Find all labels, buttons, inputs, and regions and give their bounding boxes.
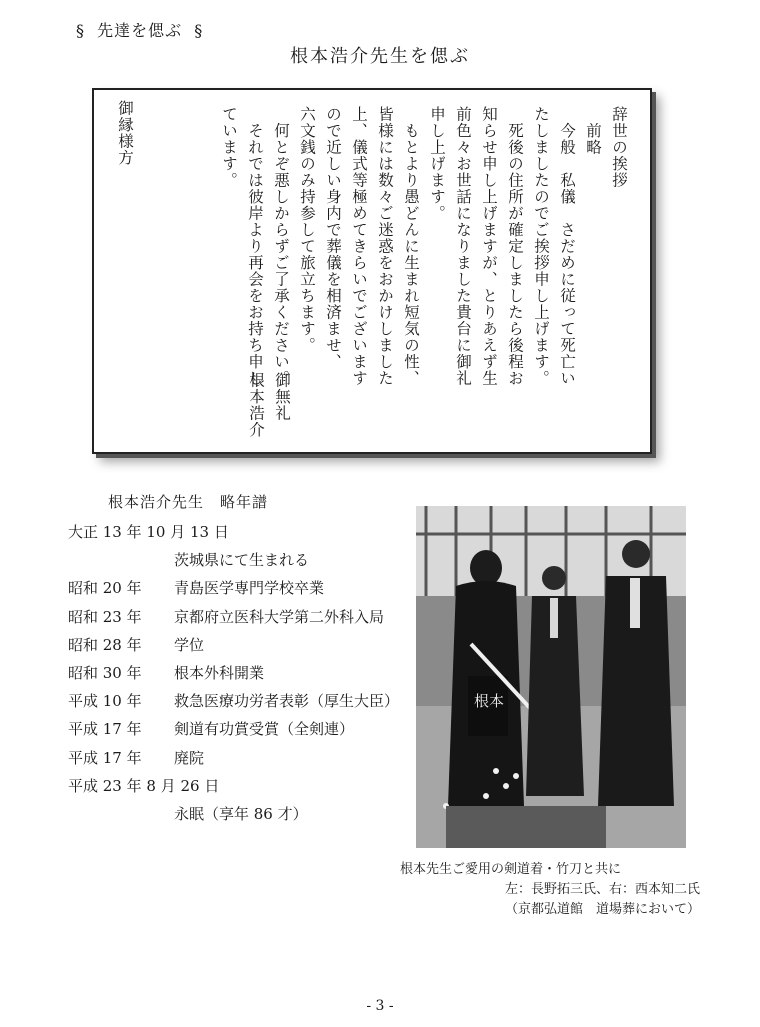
chronology-date: 昭和 20 年 bbox=[68, 579, 142, 598]
photo-men-helmet bbox=[470, 550, 502, 586]
chronology-row bbox=[68, 800, 408, 828]
chronology-event: 茨城県にて生まれる bbox=[174, 551, 310, 570]
photo-caption bbox=[400, 860, 700, 920]
chronology-row bbox=[68, 715, 408, 743]
caption-line-2: 左：長野拓三氏、右：西本知二氏 bbox=[504, 882, 700, 897]
photo-man-right-shirt bbox=[630, 578, 640, 628]
letter-signature: 御無礼 根本浩介 bbox=[247, 372, 291, 438]
chronology-row bbox=[68, 631, 408, 659]
chronology-date: 平成 23 年 8 月 26 日 bbox=[68, 776, 220, 795]
section-title: 先達を偲ぶ bbox=[97, 21, 183, 40]
chronology-date: 平成 10 年 bbox=[68, 692, 142, 711]
chronology-date: 昭和 28 年 bbox=[68, 635, 142, 654]
chronology-row bbox=[68, 546, 408, 574]
chronology-row bbox=[68, 518, 408, 546]
photo-man-left-shirt bbox=[550, 598, 558, 638]
photo-stand bbox=[446, 806, 606, 848]
chronology-event: 剣道有功賞受賞（全剣連） bbox=[174, 720, 355, 739]
chronology-row bbox=[68, 659, 408, 687]
chronology-event: 根本外科開業 bbox=[174, 663, 265, 682]
chronology-row bbox=[68, 603, 408, 631]
photo-illustration bbox=[416, 506, 686, 848]
chronology-title: 根本浩介先生 略年譜 bbox=[108, 493, 269, 511]
caption-line-3: （京都弘道館 道場葬において） bbox=[504, 902, 700, 917]
chronology-row bbox=[68, 574, 408, 602]
photo-tare-text: 根本 bbox=[474, 692, 505, 710]
chronology-date: 大正 13 年 10 月 13 日 bbox=[68, 523, 229, 541]
photo-man-right-head bbox=[622, 540, 650, 568]
page-title: 根本浩介先生を偲ぶ bbox=[290, 46, 470, 67]
caption-line-1: 根本先生ご愛用の剣道着・竹刀と共に bbox=[400, 862, 622, 877]
page-number: - 3 - bbox=[366, 998, 394, 1014]
chronology-event: 廃院 bbox=[174, 748, 205, 767]
letter-addressee: 御縁様方 bbox=[116, 100, 134, 166]
section-mark-right: § bbox=[194, 21, 204, 40]
farewell-letter-box bbox=[92, 88, 652, 454]
chronology-event: 青島医学専門学校卒業 bbox=[174, 579, 325, 598]
chronology-list bbox=[68, 518, 408, 828]
chronology-row bbox=[68, 744, 408, 772]
photo-man-left-head bbox=[542, 566, 566, 590]
chronology-date: 平成 17 年 bbox=[68, 720, 142, 739]
chronology-date: 昭和 30 年 bbox=[68, 663, 142, 682]
chronology-date: 昭和 23 年 bbox=[68, 607, 142, 626]
chronology-event: 永眠（享年 86 才） bbox=[174, 804, 308, 823]
chronology-row bbox=[68, 687, 408, 715]
section-header bbox=[70, 18, 209, 41]
section-mark-left: § bbox=[76, 21, 85, 40]
kendo-photo bbox=[416, 506, 686, 848]
chronology-date: 平成 17 年 bbox=[68, 748, 142, 767]
chronology-event: 京都府立医科大学第二外科入局 bbox=[174, 607, 385, 626]
chronology-event: 救急医療功労者表彰（厚生大臣） bbox=[174, 692, 400, 711]
farewell-letter-text: 辞世の挨拶 前略 今般 私儀 さだめに従って死亡い たしましたのでご挨拶申し上げます。 死後の住所が確定しましたら後程お 知らせ申し上げますが、とりあえず生 前色々お世話になりました貴台に御礼 申し上げます。 もとより愚どんに生まれ短気の性、 皆様には数々ご迷惑をおかけしました 上、儀式等極めてきらいでございます ので近しい身内で葬儀を相済ませ、 六文銭のみ持参して旅立ちます。 何とぞ悪しからずご了承ください。 それでは彼岸より再会をお持ち申し ています。 bbox=[220, 106, 628, 387]
chronology-row bbox=[68, 772, 408, 800]
chronology-event: 学位 bbox=[174, 635, 205, 654]
